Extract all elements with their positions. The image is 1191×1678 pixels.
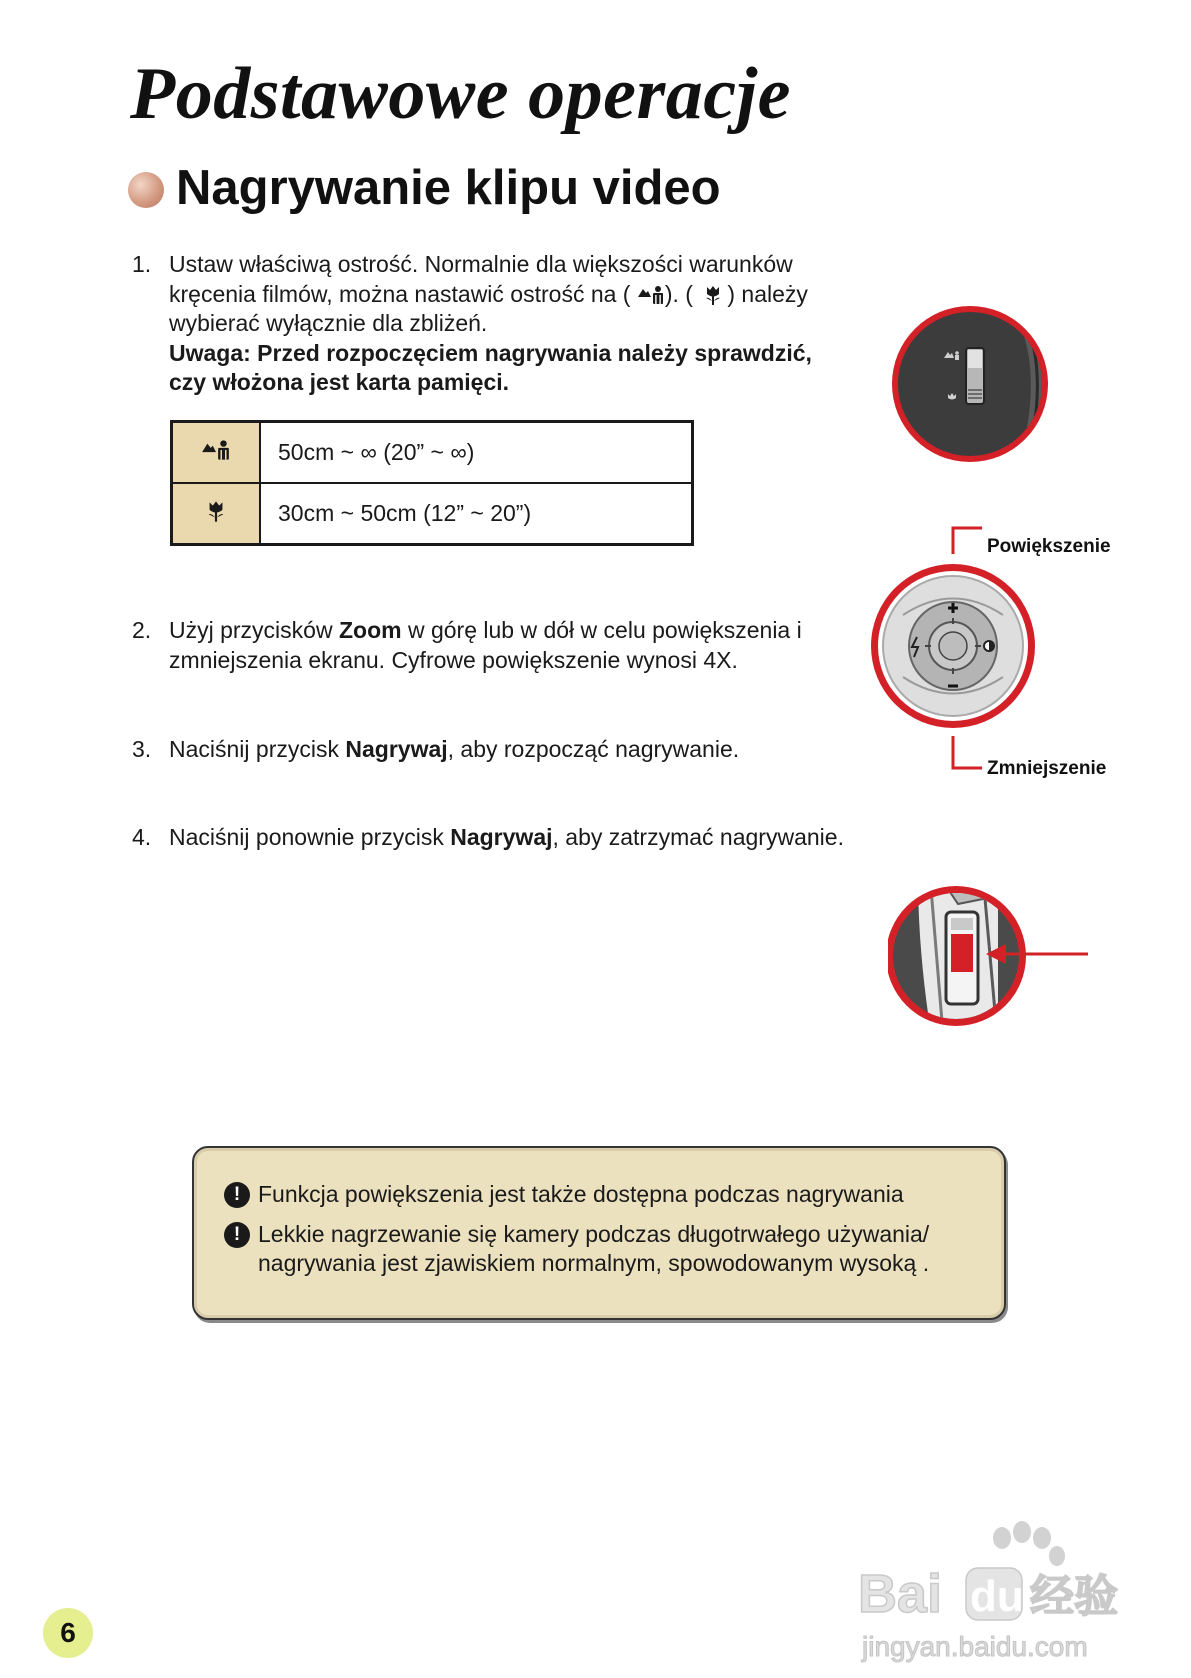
note-text: Funkcja powiększenia jest także dostępna podczas nagrywania	[258, 1181, 904, 1207]
step-text: w górę lub w dół w celu powiększenia i zmniejszenia ekranu. Cyfrowe powiększenie wynosi 4X.	[169, 617, 802, 673]
step-text: Naciśnij ponownie przycisk	[169, 824, 451, 850]
step-text: , aby zatrzymać nagrywanie.	[552, 824, 844, 850]
section-bullet-icon	[128, 172, 164, 208]
step-text: Użyj przycisków	[169, 617, 339, 643]
note-box	[192, 1146, 1006, 1320]
focus-range-value: 50cm ~ ∞ (20” ~ ∞)	[260, 422, 693, 484]
zoom-in-label: Powiększenie	[987, 536, 1111, 557]
step-text: ). (	[664, 280, 693, 307]
step-2	[132, 616, 852, 675]
section-title: Nagrywanie klipu video	[176, 161, 721, 215]
step-keyword: Nagrywaj	[345, 736, 448, 762]
table-icon-cell	[172, 422, 261, 484]
zoom-control-illustration	[870, 520, 1180, 790]
step-keyword: Nagrywaj	[450, 824, 553, 850]
table-row	[172, 422, 693, 484]
page-title: Podstawowe operacje	[130, 53, 792, 135]
focus-range-value: 30cm ~ 50cm (12” ~ 20”)	[260, 483, 693, 545]
step-number: 2.	[132, 617, 152, 643]
record-button-illustration	[888, 876, 1098, 1036]
focus-range-table	[170, 420, 694, 546]
exclamation-icon: !	[224, 1222, 250, 1248]
step-4	[132, 823, 852, 853]
step-number: 1.	[132, 251, 152, 277]
page-number: 6	[43, 1608, 93, 1658]
memory-card-warning: Uwaga: Przed rozpoczęciem nagrywania należy sprawdzić, czy włożona jest karta pamięci.	[169, 339, 812, 395]
watermark-brand-2: du	[970, 1572, 1024, 1621]
step-text: , aby rozpocząć nagrywanie.	[447, 736, 740, 762]
watermark-cn: 经验	[1030, 1571, 1118, 1622]
note-item	[224, 1180, 984, 1209]
note-text: Lekkie nagrzewanie się kamery podczas długotrwałego używania/ nagrywania jest zjawiskiem normalnym, spowodowanym wysoką .	[258, 1221, 930, 1276]
step-keyword: Zoom	[338, 617, 402, 643]
step-text: Ustaw właściwą ostrość. Normalnie dla większości warunków kręcenia filmów, można nastawić ostrość na (	[169, 251, 793, 307]
table-icon-cell	[172, 483, 261, 545]
step-text: ) należy wybierać wyłącznie dla zbliżeń.	[169, 280, 808, 336]
step-number: 4.	[132, 824, 152, 850]
watermark-brand: Bai	[858, 1564, 943, 1624]
zoom-out-label: Zmniejszenie	[987, 758, 1107, 779]
baidu-watermark	[852, 1516, 1152, 1666]
step-number: 3.	[132, 736, 152, 762]
step-3	[132, 735, 852, 765]
focus-switch-illustration	[888, 302, 1052, 466]
table-row	[172, 483, 693, 545]
macro-flower-icon	[699, 284, 727, 306]
landscape-person-icon	[637, 284, 665, 306]
note-item	[224, 1220, 984, 1278]
exclamation-icon: !	[224, 1182, 250, 1208]
step-text: Naciśnij przycisk	[169, 736, 346, 762]
landscape-person-icon	[201, 438, 231, 462]
watermark-url: jingyan.baidu.com	[862, 1631, 1088, 1662]
macro-flower-icon	[201, 499, 231, 523]
step-1	[132, 250, 852, 398]
